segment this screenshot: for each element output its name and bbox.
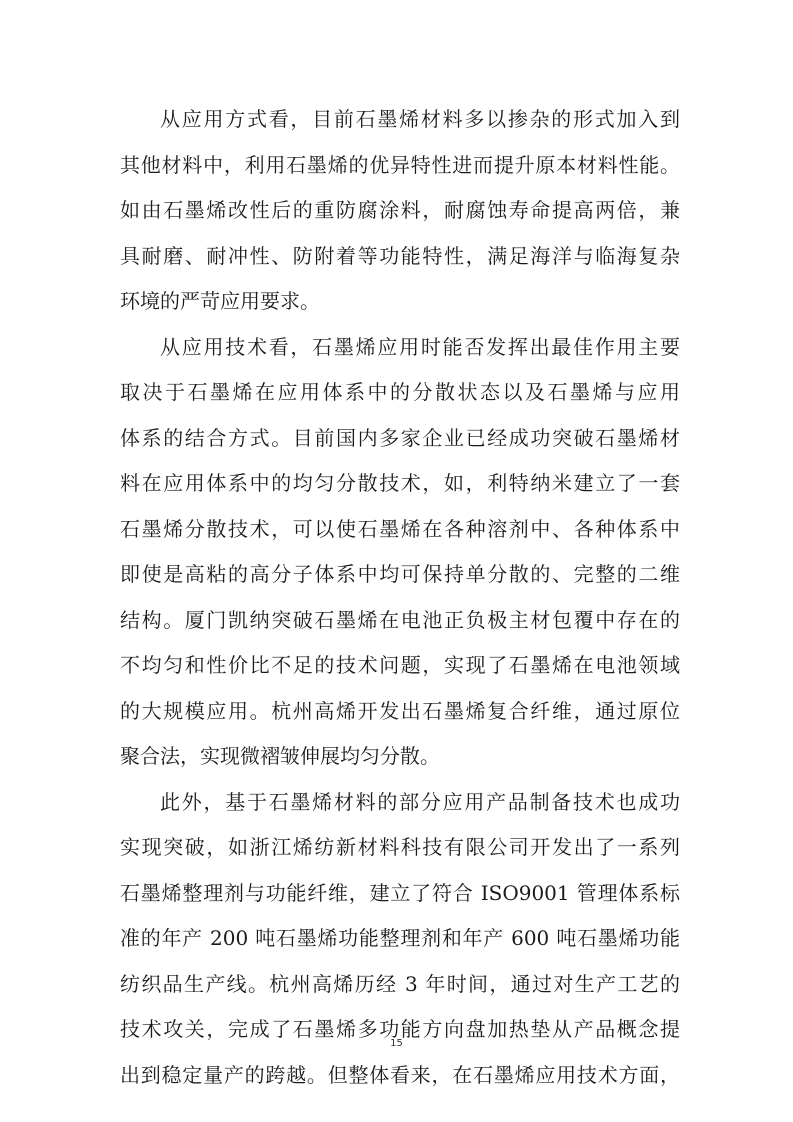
text-line: 体系的结合方式。目前国内多家企业已经成功突破石墨烯材 [120,425,680,450]
body-text [120,97,680,1098]
text-line: 纺织品生产线。杭州高烯历经 3 年时间，通过对生产工艺的 [120,971,680,996]
text-line: 石墨烯整理剂与功能纤维，建立了符合 ISO9001 管理体系标 [120,880,680,905]
text-line: 从应用技术看，石墨烯应用时能否发挥出最佳作用主要 [160,334,680,359]
text-line: 的大规模应用。杭州高烯开发出石墨烯复合纤维，通过原位 [120,698,680,723]
text-line: 从应用方式看，目前石墨烯材料多以掺杂的形式加入到 [160,107,680,131]
text-line: 料在应用体系中的均匀分散技术，如，利特纳米建立了一套 [120,471,680,495]
text-line: 其他材料中，利用石墨烯的优异特性进而提升原本材料性能。 [120,152,680,177]
text-line: 出到稳定量产的跨越。但整体看来，在石墨烯应用技术方面， [120,1062,680,1087]
text-line: 聚合法，实现微褶皱伸展均匀分散。 [120,744,440,768]
paragraph-application-method [120,97,680,325]
page-number: 15 [390,1038,403,1049]
text-line: 即使是高粘的高分子体系中均可保持单分散的、完整的二维 [120,562,680,586]
text-line: 不均匀和性价比不足的技术问题，实现了石墨烯在电池领域 [120,653,680,677]
text-line: 石墨烯分散技术，可以使石墨烯在各种溶剂中、各种体系中 [120,516,680,541]
text-line: 具耐磨、耐冲性、防附着等功能特性，满足海洋与临海复杂 [120,243,680,268]
text-line: 取决于石墨烯在应用体系中的分散状态以及石墨烯与应用 [120,380,680,404]
text-line: 如由石墨烯改性后的重防腐涂料，耐腐蚀寿命提高两倍，兼 [120,198,680,222]
text-line: 此外，基于石墨烯材料的部分应用产品制备技术也成功 [160,789,680,814]
paragraph-product-technology [120,780,680,1099]
text-line: 准的年产 200 吨石墨烯功能整理剂和年产 600 吨石墨烯功能 [120,926,680,950]
text-line: 实现突破，如浙江烯纺新材料科技有限公司开发出了一系列 [120,835,680,859]
text-line: 技术攻关，完成了石墨烯多功能方向盘加热垫从产品概念提 [120,1017,680,1041]
text-line: 结构。厦门凯纳突破石墨烯在电池正负极主材包覆中存在的 [120,607,680,632]
paragraph-application-technology [120,325,680,780]
text-line: 环境的严苛应用要求。 [120,289,320,313]
